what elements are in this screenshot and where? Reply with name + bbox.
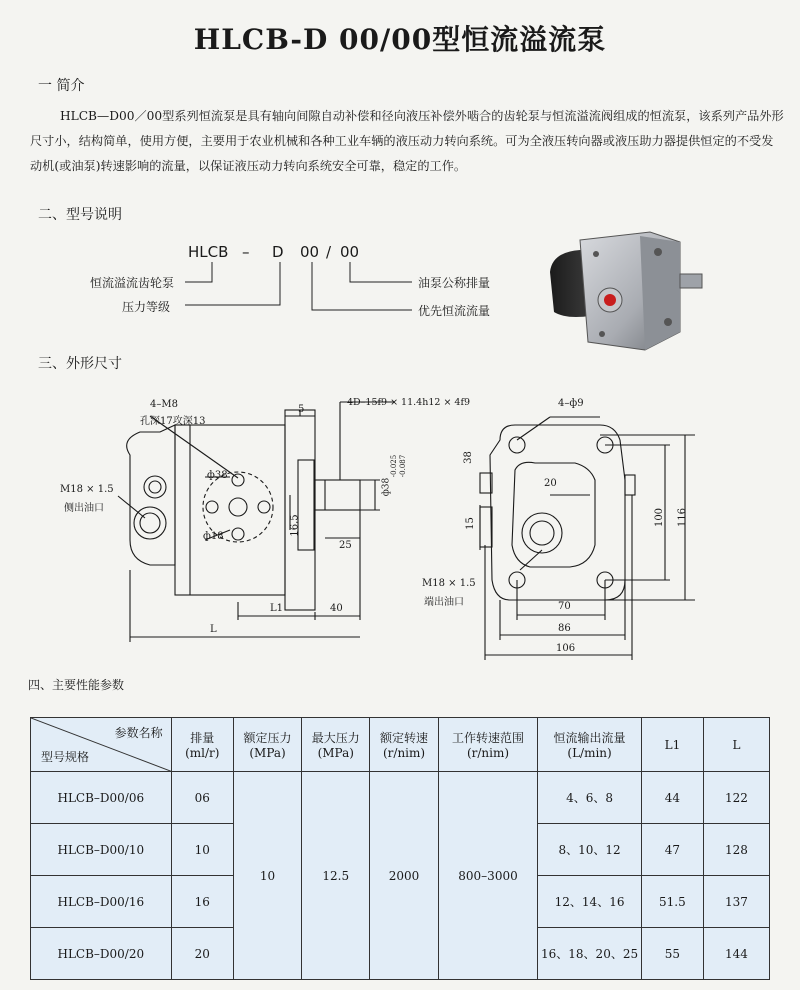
- label-L: L: [210, 624, 217, 635]
- header-displacement: 排量 (ml/r): [171, 718, 233, 772]
- header-L1: L1: [641, 718, 703, 772]
- model-code-d: D: [272, 243, 284, 261]
- cell-displacement: 10: [171, 824, 233, 876]
- cell-L: 144: [703, 928, 769, 980]
- page-title: HLCB-D 00/00型恒流溢流泵: [193, 23, 607, 56]
- label-pump: 恒流溢流齿轮泵: [90, 276, 175, 290]
- cell-flow: 8、10、12: [538, 824, 642, 876]
- label-tol-upper: -0.025: [390, 454, 399, 478]
- label-dim-100: 100: [654, 507, 666, 528]
- cell-L1: 55: [641, 928, 703, 980]
- label-dim-116: 116: [677, 507, 689, 528]
- corner-param-name: 参数名称: [114, 726, 163, 740]
- label-dim-38: 38: [462, 451, 474, 464]
- cell-L1: 51.5: [641, 876, 703, 928]
- label-d38: ф38: [207, 470, 228, 481]
- cell-L: 137: [703, 876, 769, 928]
- header-rated-pressure: 额定压力 (MPa): [233, 718, 301, 772]
- table-header-row: [31, 718, 770, 772]
- cell-L: 128: [703, 824, 769, 876]
- side-view-drawing: [0, 380, 470, 670]
- label-L1: L1: [270, 603, 284, 614]
- pump-photo: [540, 222, 710, 362]
- cell-flow: 16、18、20、25: [538, 928, 642, 980]
- label-dim-106: 106: [556, 643, 576, 654]
- cell-speed-range: 800–3000: [438, 772, 538, 980]
- cell-model: HLCB–D00/16: [31, 876, 172, 928]
- cell-displacement: 06: [171, 772, 233, 824]
- cell-flow: 4、6、8: [538, 772, 642, 824]
- intro-text: HLCB—D00／00型系列恒流泵是具有轴向间隙自动补偿和径向液压补偿外啮合的齿轮泵与恒流溢流阀组成的恒流泵，该系列产品外形尺寸小，结构简单，使用方便，主要用于农业机械和各种工业车辆的液压动力转向系统。可为全液压转向器或液压助力器提供恒定的不受发动机(或油泵)转速影响的流量，以保证液压动力转向系统安全可靠，稳定的工作。: [30, 109, 784, 173]
- model-heading: 二、型号说明: [38, 207, 122, 223]
- cell-max-pressure: 12.5: [302, 772, 370, 980]
- header-L: L: [703, 718, 769, 772]
- cell-L1: 47: [641, 824, 703, 876]
- intro-heading: 一 简介: [38, 78, 85, 94]
- label-pressure: 压力等级: [122, 300, 171, 314]
- cell-rated-speed: 2000: [370, 772, 438, 980]
- corner-model: 型号规格: [41, 750, 90, 764]
- cell-L1: 44: [641, 772, 703, 824]
- label-dim-70: 70: [558, 601, 571, 612]
- header-max-pressure: 最大压力 (MPa): [302, 718, 370, 772]
- cell-model: HLCB–D00/10: [31, 824, 172, 876]
- header-speed-range: 工作转速范围 (r/nim): [438, 718, 538, 772]
- dims-heading: 三、外形尺寸: [38, 356, 122, 372]
- label-side-port-name: 侧出油口: [64, 503, 104, 514]
- label-dim-15: 15: [464, 517, 476, 530]
- cell-model: HLCB–D00/06: [31, 772, 172, 824]
- cell-rated-pressure: 10: [233, 772, 301, 980]
- label-dim-20: 20: [544, 478, 557, 489]
- table-row: [31, 772, 770, 824]
- model-code-dash: –: [242, 243, 250, 261]
- label-spline: 4D–15f9 × 11.4h12 × 4f9: [347, 397, 471, 408]
- label-tol-lower: -0.087: [399, 454, 408, 478]
- cell-displacement: 16: [171, 876, 233, 928]
- label-m8-depth: 孔深17攻深13: [140, 416, 206, 427]
- label-dim-165: 16.5: [289, 514, 301, 537]
- label-side-port: M18 × 1.5: [60, 484, 114, 495]
- cell-L: 122: [703, 772, 769, 824]
- label-d18: ф18: [203, 531, 224, 542]
- spec-table: [30, 717, 770, 980]
- label-dim-40: 40: [330, 603, 343, 614]
- label-dim-25: 25: [339, 540, 352, 551]
- label-dim-86: 86: [558, 623, 571, 634]
- label-holes: 4–ф9: [558, 398, 584, 409]
- table-corner-cell: [31, 718, 172, 772]
- label-flow: 优先恒流流量: [418, 304, 491, 318]
- cell-model: HLCB–D00/20: [31, 928, 172, 980]
- model-code-displacement: 00: [340, 243, 360, 261]
- model-code-slash: /: [326, 243, 332, 261]
- params-heading: 四、主要性能参数: [28, 678, 125, 692]
- header-rated-speed: 额定转速 (r/nim): [370, 718, 438, 772]
- label-m8: 4–M8: [150, 399, 178, 410]
- label-displacement: 油泵公称排量: [418, 276, 491, 290]
- label-end-port: M18 × 1.5: [422, 578, 476, 589]
- cell-flow: 12、14、16: [538, 876, 642, 928]
- label-end-port-name: 端出油口: [424, 597, 464, 608]
- model-code-hlcb: HLCB: [188, 243, 229, 261]
- cell-displacement: 20: [171, 928, 233, 980]
- label-dim-5: 5: [298, 404, 305, 415]
- label-shaft-d: ф38: [381, 477, 392, 497]
- front-view-drawing: [460, 395, 720, 670]
- model-code-flow: 00: [300, 243, 320, 261]
- header-flow: 恒流输出流量 (L/min): [538, 718, 642, 772]
